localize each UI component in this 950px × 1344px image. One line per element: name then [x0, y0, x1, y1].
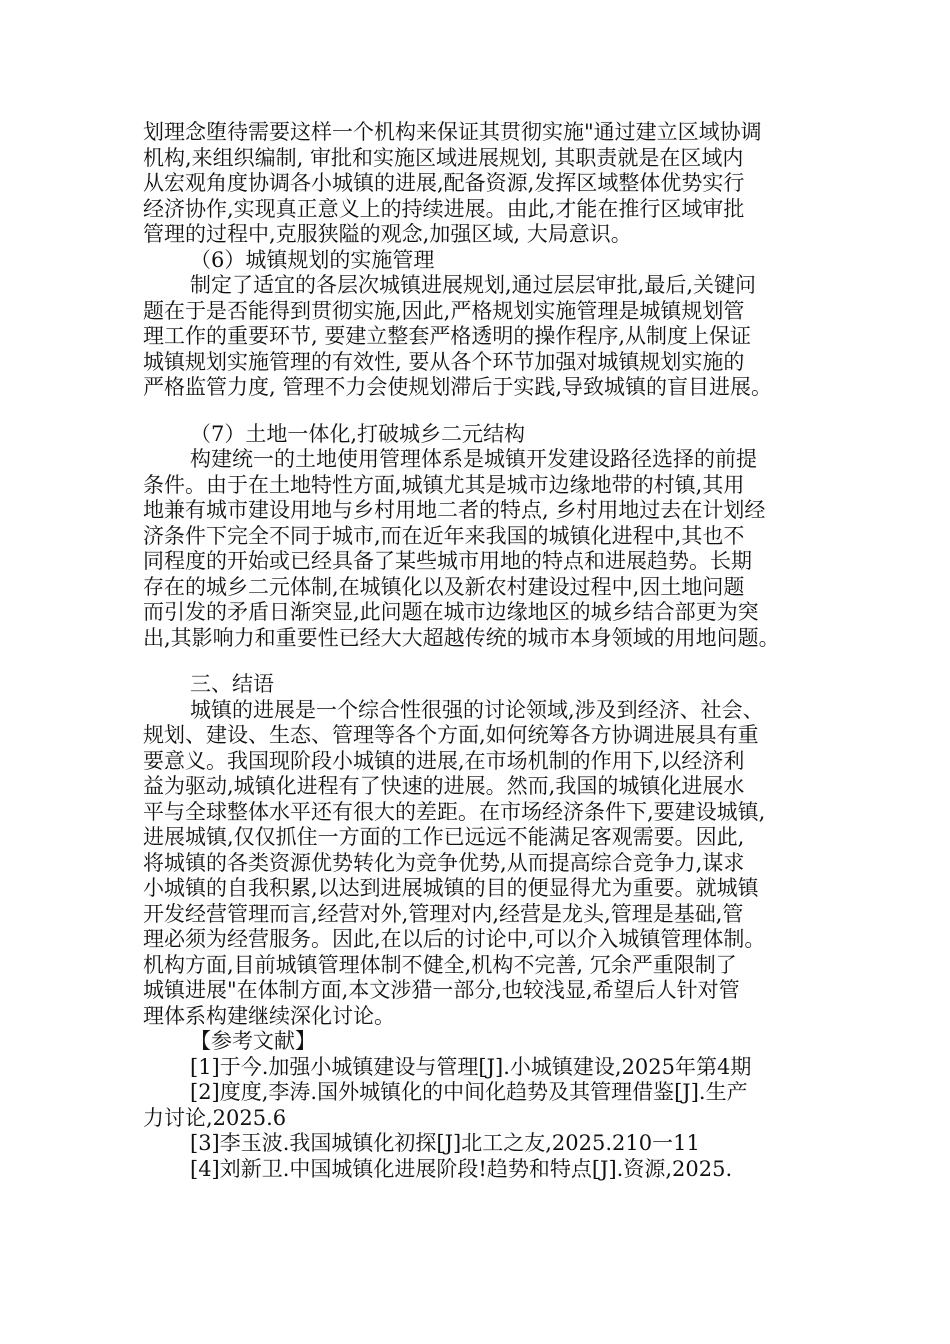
- reference-item: [1]于今.加强小城镇建设与管理[J].小城镇建设,2025年第4期: [190, 1054, 752, 1079]
- paragraph-conclusion: [143, 698, 843, 1030]
- text-line: 将城镇的各类资源优势转化为竞争优势,从而提高综合竞争力,谋求: [143, 850, 745, 875]
- text-line: 条件。由于在土地特性方面,城镇尤其是城市边缘地带的村镇,其用: [143, 472, 745, 497]
- paragraph-regional-coordination: [143, 120, 843, 248]
- text-line: 进展城镇,仅仅抓住一方面的工作已远远不能满足客观需要。因此,: [143, 825, 745, 849]
- text-line: 济条件下完全不同于城市,而在近年来我国的城镇化进程中,其也不: [143, 523, 745, 548]
- paragraph-land-integration: [143, 447, 843, 651]
- text-line: 构建统一的土地使用管理体系是城镇开发建设路径选择的前提: [190, 447, 757, 471]
- section-heading-conclusion: 三、结语: [190, 672, 274, 696]
- text-line: 划理念堕待需要这样一个机构来保证其贯彻实施"通过建立区域协调: [143, 120, 762, 144]
- text-line: 要意义。我国现阶段小城镇的进展,在市场机制的作用下,以经济利: [143, 748, 745, 773]
- paragraph-planning-implementation: [143, 273, 843, 401]
- text-line: 规划、建设、生态、管理等各个方面,如何统筹各方协调进展具有重: [143, 723, 759, 747]
- text-line: 经济协作,实现真正意义上的持续进展。由此,才能在推行区域审批: [143, 196, 745, 221]
- text-line: 理工作的重要环节, 要建立整套严格透明的操作程序,从制度上保证: [143, 324, 752, 348]
- text-line: 开发经营管理而言,经营对外,管理对内,经营是龙头,管理是基础,管: [143, 901, 744, 926]
- text-line: 管理的过程中,克服狭隘的观念,加强区域, 大局意识。: [143, 222, 632, 246]
- references-list: [143, 1055, 843, 1183]
- text-line: 机构,来组织编制, 审批和实施区域进展规划, 其职责就是在区域内: [143, 145, 744, 170]
- section-heading-7: （7）土地一体化,打破城乡二元结构: [190, 421, 526, 446]
- text-line: 小城镇的自我积累,以达到进展城镇的目的便显得尤为重要。就城镇: [143, 876, 759, 900]
- text-line: 城镇规划实施管理的有效性, 要从各个环节加强对城镇规划实施的: [143, 349, 745, 374]
- text-line: 城镇的进展是一个综合性很强的讨论领域,涉及到经济、社会、: [190, 697, 764, 722]
- paragraph-gap: [143, 401, 843, 422]
- text-line: 同程度的开始或已经具备了某些城市用地的特点和进展趋势。长期: [143, 549, 752, 573]
- text-line: 地兼有城市建设用地与乡村用地二者的特点, 乡村用地过去在计划经: [143, 498, 766, 522]
- text-line: 严格监管力度, 管理不力会使规划滞后于实践,导致城镇的盲目进展。: [143, 375, 773, 399]
- text-line: 理体系构建继续深化讨论。: [143, 1003, 395, 1028]
- text-line: 出,其影响力和重要性已经大大超越传统的城市本身领域的用地问题。: [143, 625, 780, 650]
- paragraph-gap: [143, 651, 843, 672]
- reference-item: [4]刘新卫.中国城镇化进展阶段!趋势和特点[J].资源,2025.: [190, 1156, 733, 1181]
- reference-item: [3]李玉波.我国城镇化初探[J]北工之友,2025.210一11: [190, 1131, 700, 1155]
- text-line: 机构方面,目前城镇管理体制不健全,机构不完善, 冗余严重限制了: [143, 952, 737, 977]
- text-line: 益为驱动,城镇化进程有了快速的进展。然而,我国的城镇化进展水: [143, 774, 745, 798]
- text-line: 城镇进展"在体制方面,本文涉猎一部分,也较浅显,希望后人针对管: [143, 978, 740, 1002]
- reference-item: [2]度度,李涛.国外城镇化的中间化趋势及其管理借鉴[J].生产: [190, 1080, 748, 1104]
- text-line: 理必须为经营服务。因此,在以后的讨论中,可以介入城镇管理体制。: [143, 927, 766, 951]
- references-title: 【参考文献】: [190, 1029, 316, 1053]
- reference-item-continued: 力讨论,2025.6: [143, 1105, 287, 1130]
- text-line: 存在的城乡二元体制,在城镇化以及新农村建设过程中,因土地问题: [143, 574, 745, 599]
- document-page: [143, 120, 843, 1182]
- text-line: 而引发的矛盾日渐突显,此问题在城市边缘地区的城乡结合部更为突: [143, 600, 759, 624]
- section-heading-6: （6）城镇规划的实施管理: [190, 247, 435, 272]
- text-line: 题在于是否能得到贯彻实施,因此,严格规划实施管理是城镇规划管: [143, 298, 745, 323]
- text-line: 从宏观角度协调各小城镇的进展,配备资源,发挥区域整体优势实行: [143, 171, 745, 195]
- text-line: 平与全球整体水平还有很大的差距。在市场经济条件下,要建设城镇,: [143, 799, 766, 824]
- text-line: 制定了适宜的各层次城镇进展规划,通过层层审批,最后,关键问: [190, 273, 757, 297]
